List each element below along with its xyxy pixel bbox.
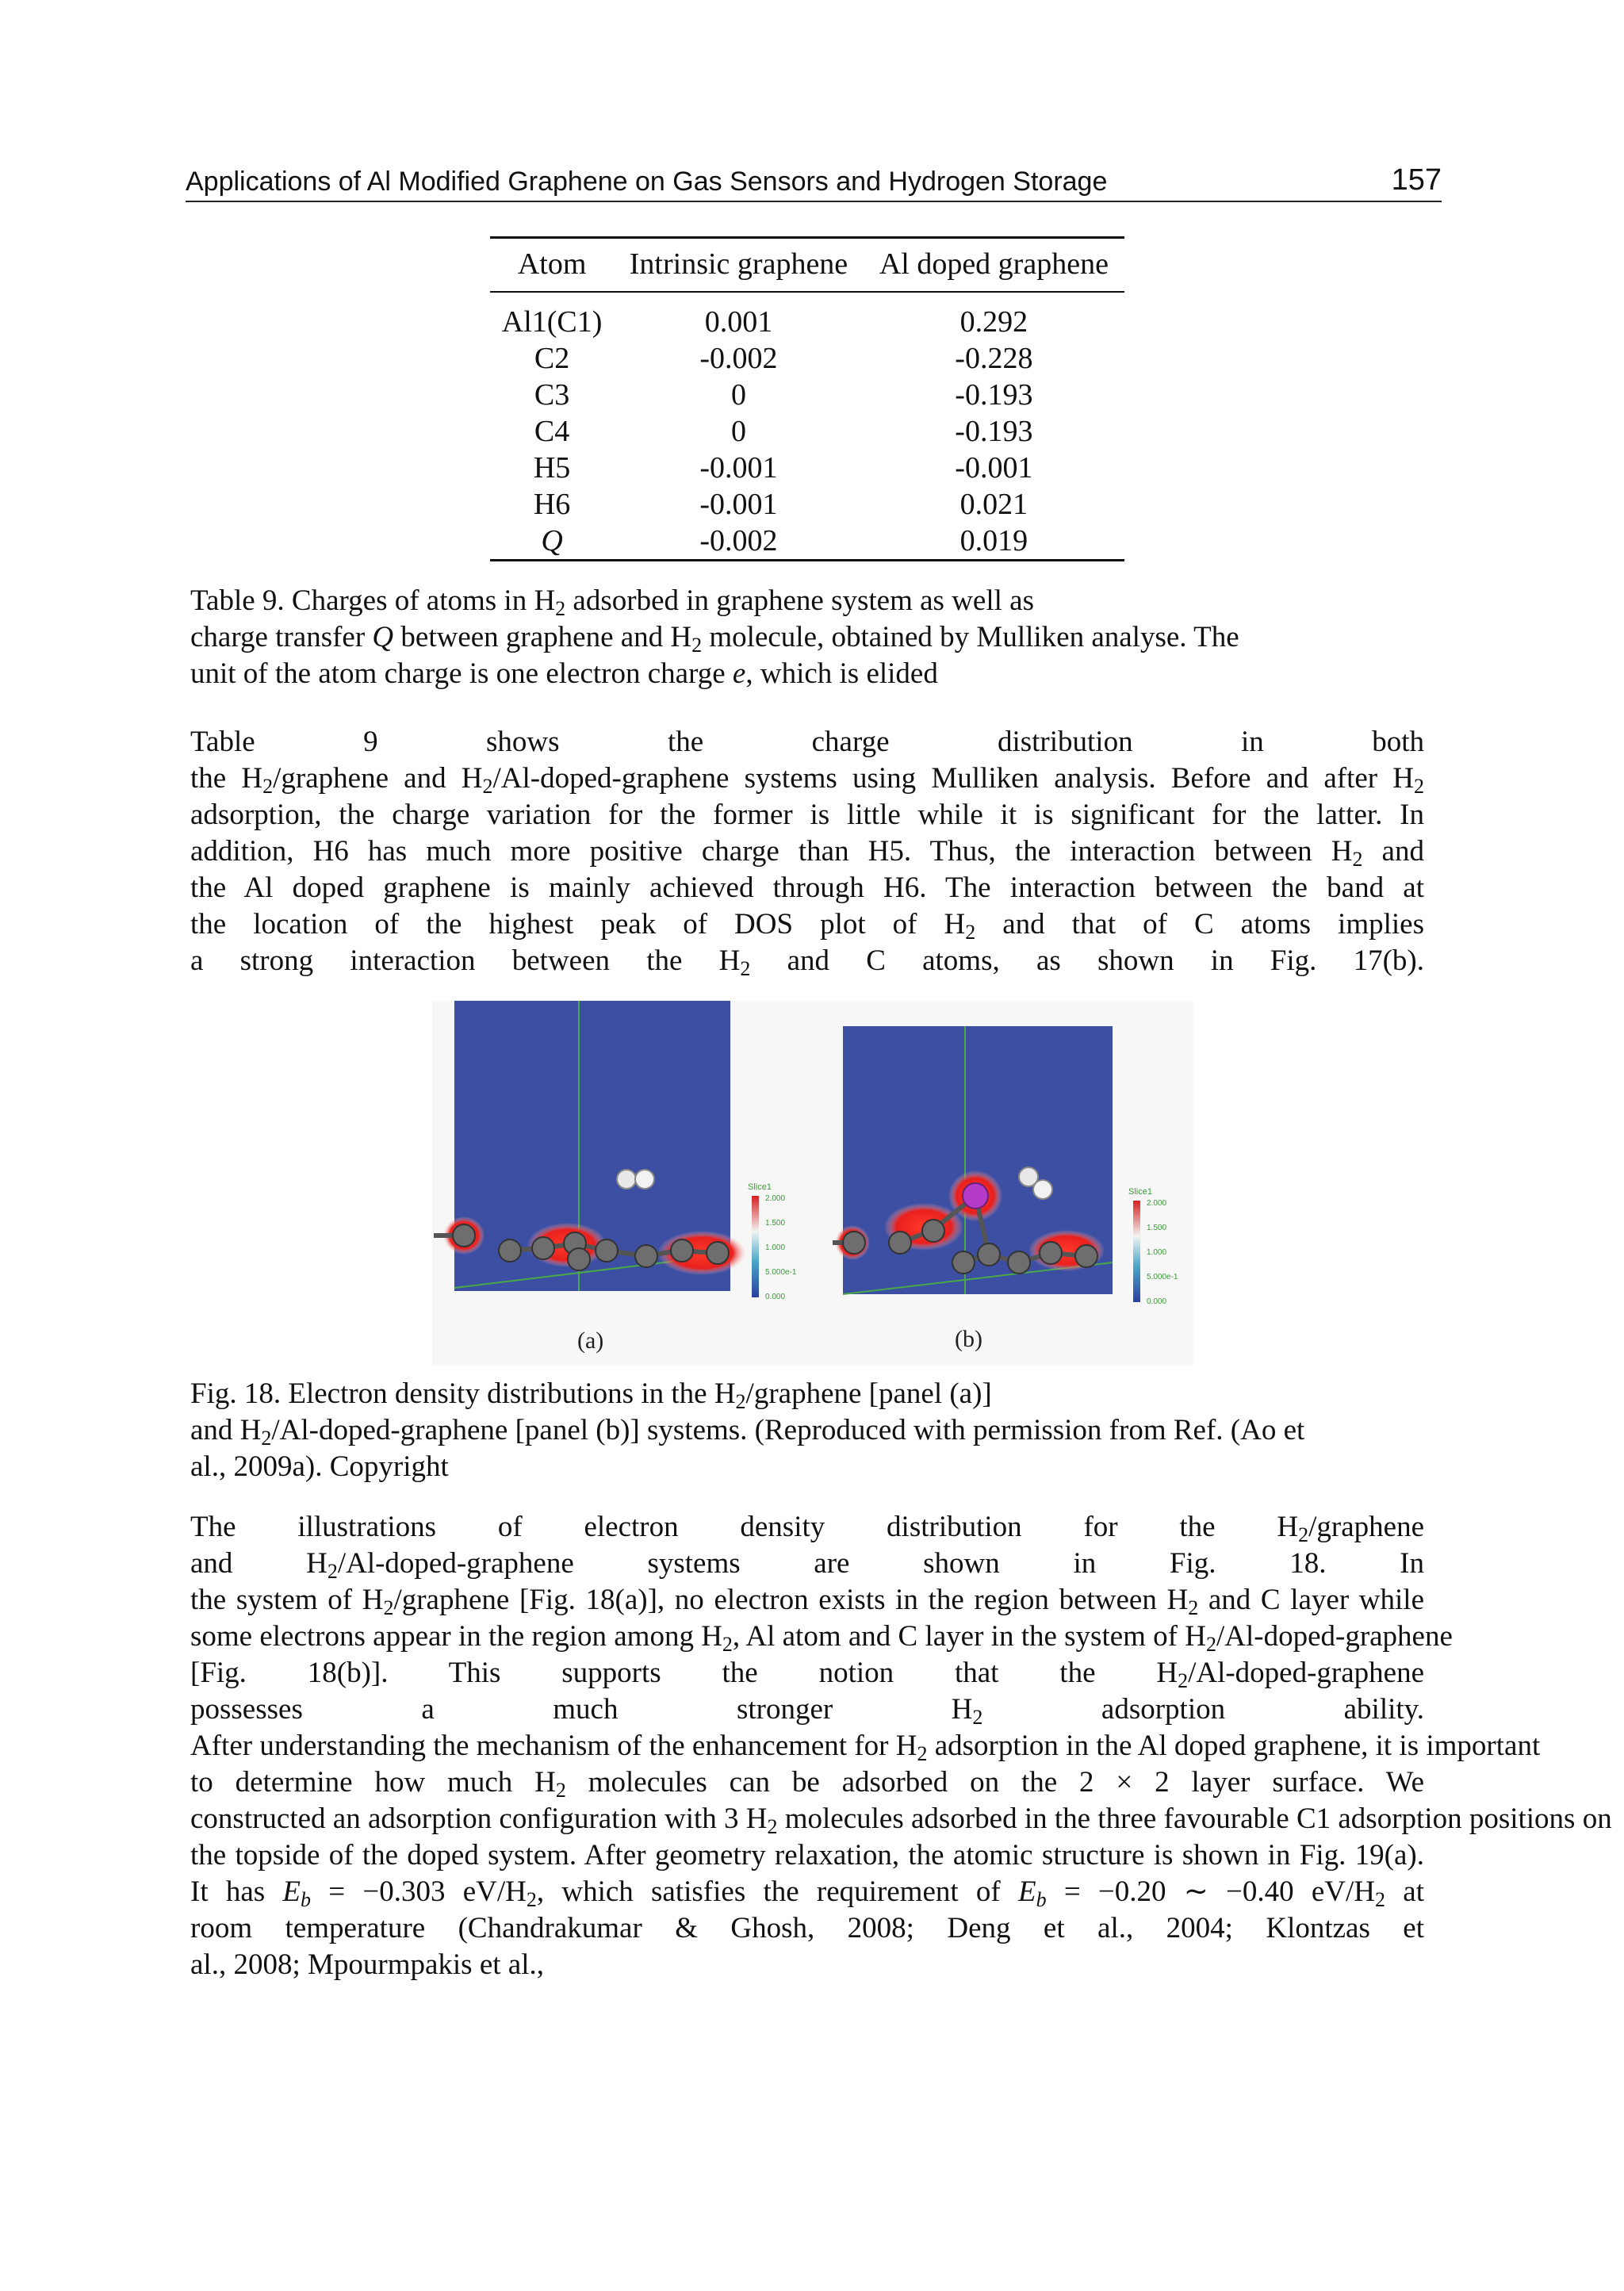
- colorbar-tick: 0.000: [1147, 1297, 1167, 1306]
- cell-intrinsic: 0: [730, 415, 746, 448]
- col-intrinsic: Intrinsic graphene: [614, 238, 864, 293]
- cell-atom: C4: [534, 415, 570, 448]
- cell-intrinsic: -0.002: [699, 524, 778, 557]
- colorbar-tick: 1.500: [765, 1219, 786, 1228]
- cell-doped: 0.019: [959, 524, 1028, 557]
- colorbar-tick: 1.000: [1147, 1248, 1167, 1257]
- cell-intrinsic: 0: [730, 378, 746, 412]
- cell-atom: Al1(C1): [501, 305, 603, 339]
- cell-doped: -0.193: [955, 378, 1033, 412]
- table-row: [490, 523, 1124, 561]
- panel-a-image: [434, 1001, 797, 1301]
- panel-a-label: (a): [577, 1327, 604, 1354]
- colorbar-b: [1128, 1187, 1178, 1306]
- page-number: 157: [1391, 163, 1442, 197]
- colorbar-tick: 2.000: [1147, 1199, 1167, 1208]
- cell-doped: -0.193: [955, 415, 1033, 448]
- col-doped: Al doped graphene: [864, 238, 1124, 293]
- col-atom: Atom: [490, 238, 614, 293]
- paragraph-electron-density: The illustrations of electron density distribution for the $H_2$/graphene and $H_2/Al-doped$-graphene systems are shown in Fig. 18. In the system of $H_2$/graphene [Fig. 18(a)], no electron exists in the region between $H_2$ and C layer while some electrons appear in the region among $H_2$, Al atom and C layer in the system of $H_2/Al-doped$-graphene [Fig. 18(b)]. This supports the notion that the $H_2/Al-doped$-graphene possesses a much stronger $H_2$ adsorption ability.: [190, 1511, 1453, 1729]
- table-row: [490, 450, 1124, 486]
- table-row: [490, 340, 1124, 377]
- cell-atom: H5: [533, 451, 571, 485]
- cell-doped: 0.021: [959, 488, 1028, 521]
- colorbar-title: Slice1: [748, 1182, 772, 1192]
- cell-intrinsic: -0.001: [699, 451, 778, 485]
- cell-atom: Q: [541, 524, 563, 557]
- table-row: [490, 377, 1124, 413]
- table-header-row: [490, 238, 1124, 293]
- colorbar-title: Slice1: [1128, 1187, 1152, 1197]
- colorbar-tick: 0.000: [765, 1293, 786, 1301]
- cell-atom: C2: [534, 342, 570, 375]
- panel-b-label: (b): [955, 1326, 982, 1352]
- colorbar-tick: 1.500: [1147, 1224, 1167, 1232]
- header-title: Applications of Al Modified Graphene on Gas Sensors and Hydrogen Storage: [186, 167, 1108, 197]
- table-row: [490, 413, 1124, 450]
- table-row: [490, 486, 1124, 523]
- cell-doped: -0.228: [955, 342, 1033, 375]
- cell-intrinsic: -0.002: [699, 342, 778, 375]
- cell-doped: 0.292: [959, 305, 1028, 339]
- colorbar-tick: 5.000e-1: [765, 1268, 797, 1277]
- table-caption: Table 9. Charges of atoms in $H_2$ adsorbed in graphene system as well as charge transfer Q between graphene and $H_2$ molecule, obtained by Mulliken analyse. The unit of the atom charge is one electron charge e, which is elided: [190, 584, 1239, 690]
- cell-doped: -0.001: [955, 451, 1033, 485]
- al-atom: [963, 1183, 988, 1209]
- cell-intrinsic: 0.001: [704, 305, 773, 339]
- panel-b-image: [833, 1026, 1178, 1306]
- figure-caption: Fig. 18. Electron density distributions in the $H_2$/graphene [panel (a)] and $H_2/Al-doped$-graphene [panel (b)] systems. (Reproduced with permission from Ref. (Ao et al., 2009a). Copyright: [190, 1377, 1305, 1483]
- figure-electron-density: [432, 1001, 1193, 1366]
- cell-atom: C3: [534, 378, 570, 412]
- charges-table: [490, 236, 1124, 561]
- paragraph-h2-capacity: After understanding the mechanism of the enhancement for $H_2$ adsorption in the Al doped graphene, it is important to determine how much $H_2$ molecules can be adsorbed on the 2 × 2 layer surface. We constructed an adsorption configuration with 3 $H_2$ molecules adsorbed in the three favourable C1 adsorption positions on the topside of the doped system. After geometry relaxation, the atomic structure is shown in Fig. 19(a). It has $E_b = -0.303$ $eV/H_2$, which satisfies the requirement of $E_b = -0.20$ ∼ −0.40 $eV/H_2$ at room temperature (Chandrakumar & Ghosh, 2008; Deng et al., 2004; Klontzas et al., 2008; Mpourmpakis et al.,: [190, 1730, 1612, 1981]
- cell-atom: H6: [533, 488, 571, 521]
- colorbar-tick: 5.000e-1: [1147, 1273, 1178, 1282]
- colorbar-a: [748, 1182, 797, 1301]
- colorbar-tick: 2.000: [765, 1194, 786, 1203]
- table-row: [490, 292, 1124, 340]
- colorbar-tick: 1.000: [765, 1243, 786, 1252]
- paragraph-charge-distribution: Table 9 shows the charge distribution in both the $H_2$/graphene and $H_2/Al-doped$-graphene systems using Mulliken analysis. Before and after $H_2$ adsorption, the charge variation for the former is little while it is significant for the latter. In addition, H6 has much more positive charge than H5. Thus, the interaction between $H_2$ and the Al doped graphene is mainly achieved through H6. The interaction between the band at the location of the highest peak of DOS plot of $H_2$ and that of C atoms implies a strong interaction between the $H_2$ and C atoms, as shown in Fig. 17(b).: [190, 726, 1425, 980]
- running-header: [186, 163, 1442, 202]
- cell-intrinsic: -0.001: [699, 488, 778, 521]
- electron-density-image: [432, 1001, 1193, 1366]
